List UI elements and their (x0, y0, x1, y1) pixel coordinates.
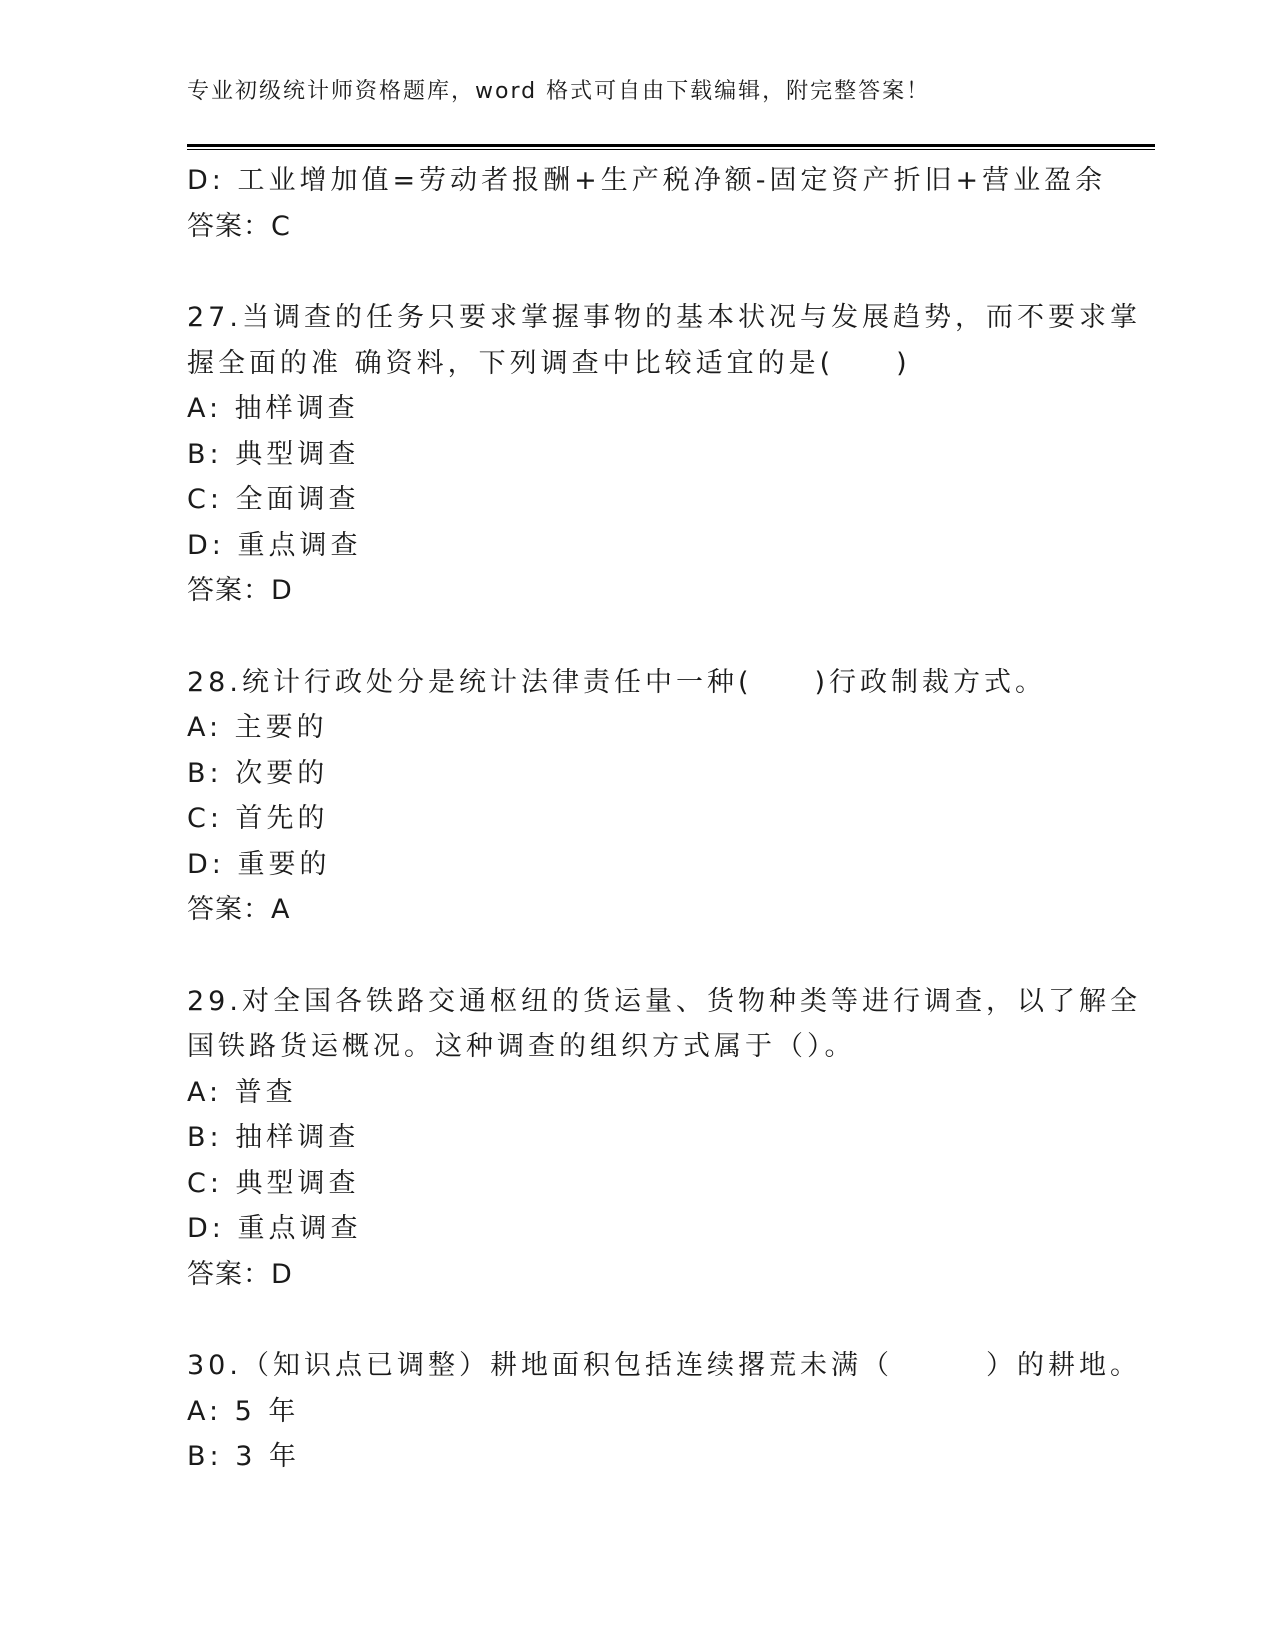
answer-line: 答案：D (187, 1258, 293, 1290)
answer-line: 答案：A (187, 894, 291, 925)
question-27 (187, 295, 1141, 614)
question-stem: 握全面的准 确资料，下列调查中比较适宜的是( ) (187, 347, 911, 379)
header-double-rule (187, 144, 1155, 150)
question-stem: 27.当调查的任务只要求掌握事物的基本状况与发展趋势，而不要求掌 (187, 302, 1141, 333)
option-a: A: 主要的 (187, 712, 328, 743)
option-c: C: 首先的 (187, 803, 329, 834)
question-stem: 国铁路货运概况。这种调查的组织方式属于（）。 (187, 1031, 856, 1062)
header-note: 专业初级统计师资格题库，word 格式可自由下载编辑，附完整答案！ (187, 79, 931, 104)
spacer (187, 249, 1087, 295)
option-a: A: 普查 (187, 1076, 297, 1108)
option-d: D: 重要的 (187, 848, 331, 880)
option-d: D: 重点调查 (187, 1213, 362, 1244)
option-b: B: 典型调查 (187, 438, 360, 470)
option-b: B: 抽样调查 (187, 1122, 360, 1153)
spacer (187, 933, 1087, 979)
spacer (187, 1297, 1087, 1343)
question-stem: 30.（知识点已调整）耕地面积包括连续撂荒未满（ ）的耕地。 (187, 1350, 1141, 1381)
spacer (187, 614, 1087, 660)
option-b: B: 次要的 (187, 757, 329, 789)
option-d: D: 重点调查 (187, 529, 362, 561)
option-c: C: 典型调查 (187, 1167, 360, 1199)
option-a: A: 抽样调查 (187, 393, 359, 424)
option-d: D: 工业增加值=劳动者报酬+生产税净额-固定资产折旧+营业盈余 (187, 165, 1107, 196)
option-b: B: 3 年 (187, 1441, 300, 1472)
question-stem: 28.统计行政处分是统计法律责任中一种( )行政制裁方式。 (187, 666, 1047, 698)
option-a: A: 5 年 (187, 1395, 300, 1427)
question-28 (187, 660, 1087, 933)
answer-line: 答案：C (187, 210, 291, 242)
answer-line: 答案：D (187, 575, 293, 606)
question-list (187, 158, 1141, 1480)
question-stem: 29.对全国各铁路交通枢纽的货运量、货物种类等进行调查，以了解全 (187, 985, 1141, 1017)
option-c: C: 全面调查 (187, 484, 360, 515)
question-29 (187, 979, 1141, 1298)
question-30 (187, 1343, 1141, 1480)
